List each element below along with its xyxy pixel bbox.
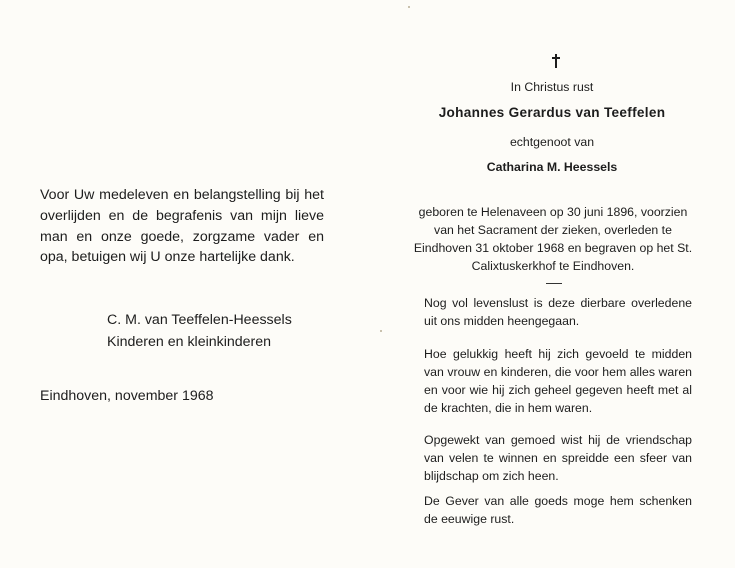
place-date: Eindhoven, november 1968 [40, 388, 214, 404]
signer-family: Kinderen en kleinkinderen [107, 334, 272, 350]
paragraph-2: Nog vol levenslust is deze dierbare overledene uit ons midden heengegaan. [424, 296, 692, 328]
paper-speck [408, 6, 410, 8]
spouse-label: echtgenoot van [509, 135, 595, 149]
signer-name: C. M. van Teeffelen-Heessels [107, 312, 292, 328]
divider-dash [546, 283, 562, 284]
paragraph-3: Hoe gelukkig heeft hij zich gevoeld te midden van vrouw en kinderen, die voor hem alles waren en voor wie hij zich geheel gegeven heeft met al de krachten, die in hem waren. [424, 347, 692, 415]
spouse-name: Catharina M. Heessels [486, 160, 618, 174]
deceased-name: Johannes Gerardus van Teeffelen [438, 105, 666, 120]
in-memoriam-line: In Christus rust [510, 80, 594, 94]
biography-paragraph: geboren te Helenaveen op 30 juni 1896, voorzien van het Sacrament der zieken, overleden te Eindhoven 31 oktober 1968 en begraven op het St. Calixtuskerkhof te Eindhoven. [413, 205, 693, 273]
thank-you-text: Voor Uw medeleven en belangstelling bij het overlijden en de begrafenis van mijn lieve man en onze goede, zorgzame vader en opa, betuigen wij U onze hartelijke dank. [40, 187, 324, 266]
paragraph-5: De Gever van alle goeds moge hem schenken de eeuwige rust. [424, 494, 692, 526]
cross-icon [551, 54, 561, 68]
paper-speck [380, 330, 382, 332]
paragraph-4: Opgewekt van gemoed wist hij de vriendschap van velen te winnen en spreidde een sfeer van blijdschap om zich heen. [424, 433, 692, 483]
